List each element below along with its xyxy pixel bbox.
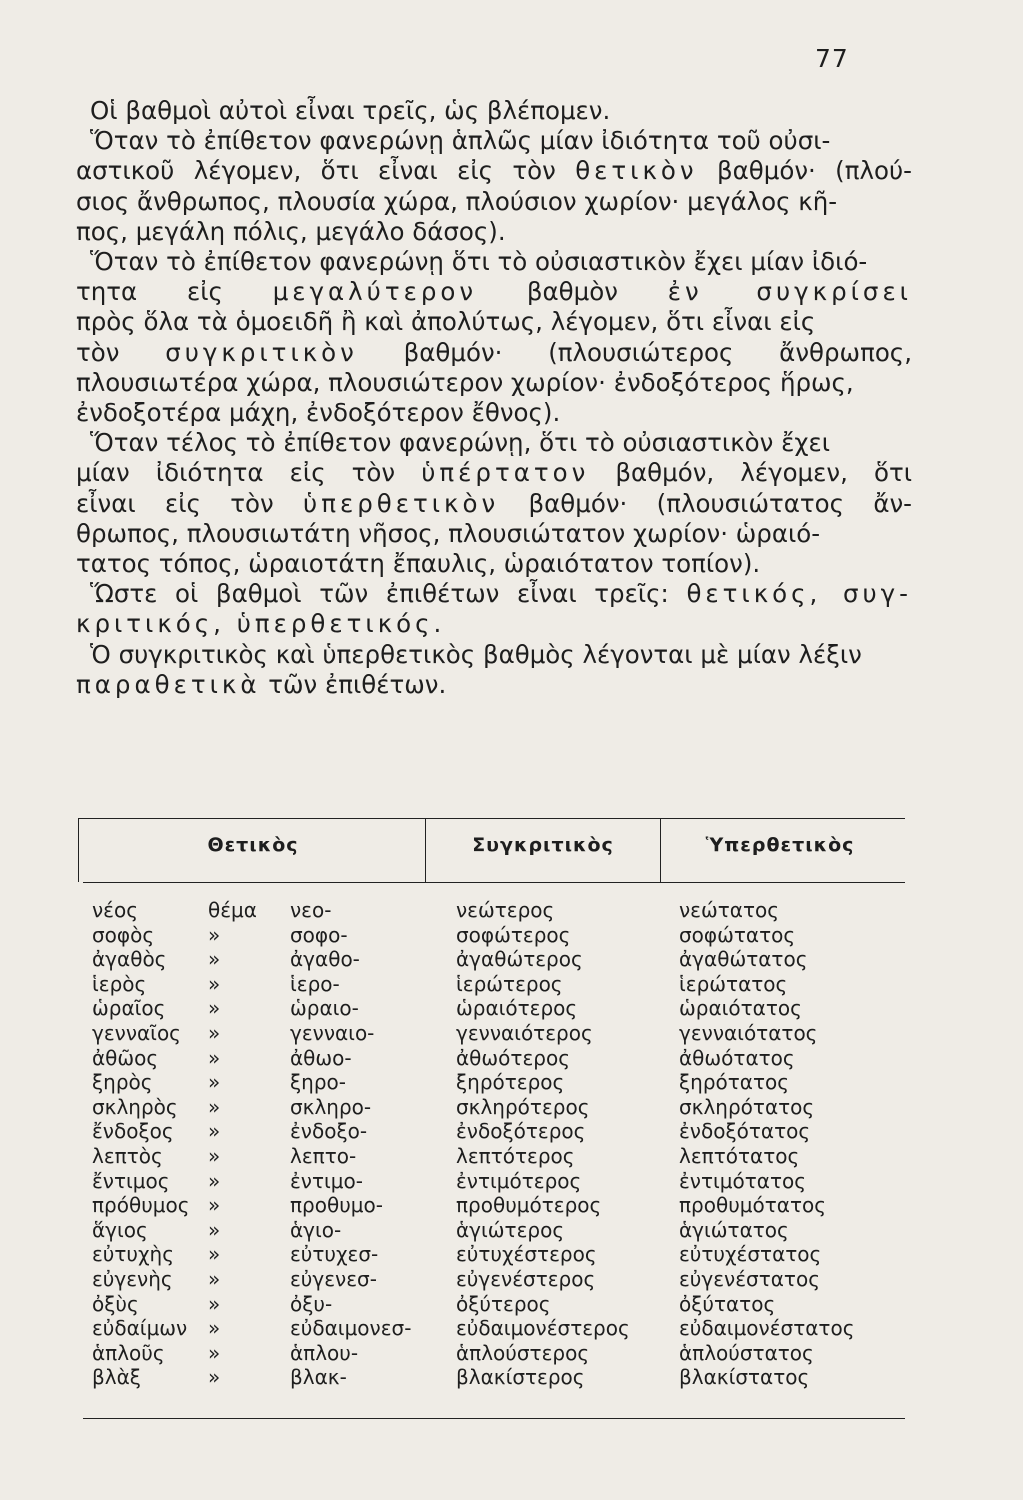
- comparative-form: ἀθωότερος: [456, 1045, 570, 1070]
- text-line: [76, 458, 912, 488]
- text-line: [76, 489, 912, 519]
- text-segment: βαθμόν, λέγομεν, ὅτι: [615, 458, 912, 488]
- text-segment: βαθμόν· (πλουσιώτατος ἄν-: [528, 488, 912, 518]
- table-row: [78, 1021, 905, 1046]
- body-text: [76, 96, 912, 700]
- stem-marker: »: [208, 1340, 221, 1365]
- table-rule: [78, 818, 905, 819]
- positive-form: εὐγενὴς: [92, 1266, 173, 1291]
- table-divider: [425, 818, 426, 882]
- stem-marker: »: [208, 1119, 221, 1144]
- comparative-form: λεπτότερος: [456, 1143, 575, 1168]
- stem-marker: »: [208, 1365, 221, 1390]
- term-greater: μεγαλύτερον: [272, 277, 478, 307]
- table-row: [78, 1242, 905, 1267]
- superlative-form: ἐνδοξότατος: [679, 1119, 811, 1144]
- comparative-form: ξηρότερος: [456, 1070, 565, 1095]
- text-segment: βαθμόν· (πλουσιώτερος ἄνθρωπος,: [403, 337, 912, 367]
- stem: βλακ-: [290, 1365, 347, 1390]
- superlative-form: ἱερώτατος: [679, 971, 788, 996]
- positive-form: σκληρὸς: [92, 1094, 178, 1119]
- superlative-form: ἁπλούστατος: [679, 1340, 814, 1365]
- table-row: [78, 1267, 905, 1292]
- comparative-form: εὐτυχέστερος: [456, 1242, 597, 1267]
- header-positive: Θετικὸς: [207, 834, 299, 856]
- term-comparatives: παραθετικὰ: [76, 669, 261, 699]
- text-line: [76, 579, 912, 609]
- superlative-form: σκληρότατος: [679, 1094, 815, 1119]
- comparative-form: ἁπλούστερος: [456, 1340, 590, 1365]
- table-rule: [83, 1418, 905, 1419]
- table-row: [78, 996, 905, 1021]
- table-row: [78, 1144, 905, 1169]
- stem: ἐνδοξο-: [290, 1119, 368, 1144]
- table-row: [78, 1095, 905, 1120]
- text-segment: βαθμόν· (πλού-: [716, 156, 912, 186]
- text-segment: Ὥστε οἱ βαθμοὶ τῶν ἐπιθέτων εἶναι τρεῖς:: [90, 579, 669, 609]
- stem: εὐδαιμονεσ-: [290, 1316, 412, 1341]
- text-segment: μίαν ἰδιότητα εἰς τὸν: [76, 458, 396, 488]
- text-line: πλουσιωτέρα χώρα, πλουσιώτερον χωρίον· ἐνδοξότερος ἥρως,: [76, 367, 854, 397]
- positive-form: ἀθῶος: [92, 1045, 159, 1070]
- positive-form: ξηρὸς: [92, 1070, 153, 1095]
- positive-form: γενναῖος: [92, 1020, 181, 1045]
- superlative-form: εὐγενέστατος: [679, 1266, 820, 1291]
- text-line: [76, 156, 912, 186]
- superlative-form: λεπτότατος: [679, 1143, 800, 1168]
- text-line: [76, 277, 912, 307]
- stem: προθυμο-: [290, 1193, 383, 1218]
- superlative-form: ξηρότατος: [679, 1070, 789, 1095]
- stem-marker: »: [208, 1045, 221, 1070]
- comparative-form: σοφώτερος: [456, 922, 571, 947]
- stem-marker: »: [208, 1242, 221, 1267]
- positive-form: νέος: [92, 898, 138, 922]
- stem: ἁγιο-: [290, 1217, 342, 1242]
- stem-marker: »: [208, 996, 221, 1021]
- positive-form: εὐτυχὴς: [92, 1242, 174, 1267]
- table-row: [78, 1046, 905, 1071]
- term-comparative: συγκριτικὸν: [165, 337, 358, 367]
- table-row: [78, 1316, 905, 1341]
- text-line: πρὸς ὅλα τὰ ὁμοειδῆ ἢ καὶ ἀπολύτως, λέγομεν, ὅτι εἶναι εἰς: [76, 307, 816, 337]
- degrees-table: [78, 818, 905, 1430]
- positive-form: ἔνδοξος: [92, 1119, 174, 1144]
- table-row: [78, 1365, 905, 1390]
- comparative-form: ἁγιώτερος: [456, 1217, 565, 1242]
- stem-marker: »: [208, 971, 221, 996]
- text-line: Ὁ συγκριτικὸς καὶ ὑπερθετικὸς βαθμὸς λέγονται μὲ μίαν λέξιν: [90, 639, 862, 669]
- stem: γενναιο-: [290, 1020, 375, 1045]
- stem: ὡραιο-: [290, 996, 359, 1021]
- positive-form: εὐδαίμων: [92, 1316, 188, 1341]
- text-segment: τῶν ἐπιθέτων.: [268, 669, 447, 699]
- positive-form: βλὰξ: [92, 1365, 141, 1390]
- stem: ἀθωο-: [290, 1045, 352, 1070]
- table-row: [78, 1070, 905, 1095]
- text-line: κριτικός, ὑπερθετικός.: [76, 609, 446, 639]
- positive-form: λεπτὸς: [92, 1143, 163, 1168]
- stem: εὐγενεσ-: [290, 1266, 377, 1291]
- stem-marker: θέμα: [208, 898, 257, 922]
- comparative-form: ἐντιμότερος: [456, 1168, 582, 1193]
- superlative-form: ἀγαθώτατος: [679, 947, 808, 972]
- comparative-form: ὀξύτερος: [456, 1291, 551, 1316]
- comparative-form: γενναιότερος: [456, 1020, 593, 1045]
- superlative-form: γενναιότατος: [679, 1020, 818, 1045]
- stem: ἱερο-: [290, 971, 340, 996]
- positive-form: ἀγαθὸς: [92, 947, 167, 972]
- superlative-form: εὐτυχέστατος: [679, 1242, 822, 1267]
- positive-form: ἅγιος: [92, 1217, 148, 1242]
- text-line: θρωπος, πλουσιωτάτη νῆσος, πλουσιώτατον χωρίον· ὡραιό-: [76, 518, 821, 548]
- comparative-form: ἐνδοξότερος: [456, 1119, 586, 1144]
- comparative-form: ὡραιότερος: [456, 996, 578, 1021]
- stem: εὐτυχεσ-: [290, 1242, 379, 1267]
- text-segment: εἶναι εἰς τὸν: [76, 488, 274, 518]
- table-row: [78, 1292, 905, 1317]
- stem: νεο-: [290, 898, 332, 922]
- superlative-form: ἀθωότατος: [679, 1045, 795, 1070]
- table-divider: [78, 818, 79, 882]
- positive-form: ὀξὺς: [92, 1291, 139, 1316]
- stem-marker: »: [208, 1193, 221, 1218]
- superlative-form: προθυμότατος: [679, 1193, 826, 1218]
- stem-marker: »: [208, 922, 221, 947]
- table-row: [78, 1218, 905, 1243]
- positive-form: σοφὸς: [92, 922, 155, 947]
- comparative-form: βλακίστερος: [456, 1365, 585, 1390]
- positive-form: ἱερὸς: [92, 971, 147, 996]
- text-segment: τὸν: [76, 337, 120, 367]
- stem-marker: »: [208, 1094, 221, 1119]
- stem: ἐντιμο-: [290, 1168, 363, 1193]
- text-segment: τητα εἰς: [76, 277, 223, 307]
- comparative-form: προθυμότερος: [456, 1193, 602, 1218]
- table-row: [78, 972, 905, 997]
- positive-form: ἔντιμος: [92, 1168, 170, 1193]
- comparative-form: νεώτερος: [456, 898, 555, 922]
- positive-form: ἁπλοῦς: [92, 1340, 165, 1365]
- term-highest: ὑπέρτατον: [421, 458, 590, 488]
- stem: ξηρο-: [290, 1070, 346, 1095]
- stem-marker: »: [208, 1316, 221, 1341]
- table-rule: [83, 882, 905, 883]
- stem: σκληρο-: [290, 1094, 372, 1119]
- superlative-form: ὀξύτατος: [679, 1291, 776, 1316]
- text-line: Ὅταν τὸ ἐπίθετον φανερώνῃ ὅτι τὸ οὐσιαστικὸν ἔχει μίαν ἰδιό-: [90, 247, 868, 276]
- positive-form: πρόθυμος: [92, 1193, 190, 1218]
- stem-marker: »: [208, 1143, 221, 1168]
- stem-marker: »: [208, 1217, 221, 1242]
- text-segment: αστικοῦ λέγομεν, ὅτι εἶναι εἰς τὸν: [76, 156, 556, 186]
- stem-marker: »: [208, 1070, 221, 1095]
- table-row: [78, 1119, 905, 1144]
- term-in-comparison: ἐν συγκρίσει: [667, 277, 912, 307]
- text-line: τατος τόπος, ὡραιοτάτη ἔπαυλις, ὡραιότατον τοπίον).: [76, 548, 761, 578]
- superlative-form: εὐδαιμονέστατος: [679, 1316, 855, 1341]
- text-line: Ὅταν τέλος τὸ ἐπίθετον φανερώνῃ, ὅτι τὸ οὐσιαστικὸν ἔχει: [90, 428, 831, 458]
- table-row: [78, 1341, 905, 1366]
- stem: λεπτο-: [290, 1143, 357, 1168]
- positive-form: ὡραῖος: [92, 996, 166, 1021]
- text-line: ἐνδοξοτέρα μάχη, ἐνδοξότερον ἔθνος).: [76, 397, 561, 427]
- comparative-form: ἱερώτερος: [456, 971, 563, 996]
- table-row: [78, 898, 905, 923]
- text-line: [76, 670, 912, 700]
- text-line: [76, 338, 912, 368]
- superlative-form: ἐντιμότατος: [679, 1168, 806, 1193]
- term-degrees-list: θετικός, συγ-: [686, 579, 912, 609]
- stem: ὀξυ-: [290, 1291, 333, 1316]
- table-divider: [660, 818, 661, 882]
- stem: ἀγαθο-: [290, 947, 360, 972]
- text-line: πος, μεγάλη πόλις, μεγάλο δάσος).: [76, 216, 506, 246]
- table-row: [78, 947, 905, 972]
- comparative-form: εὐδαιμονέστερος: [456, 1316, 630, 1341]
- superlative-form: βλακίστατος: [679, 1365, 810, 1390]
- superlative-form: ὡραιότατος: [679, 996, 802, 1021]
- superlative-form: ἁγιώτατος: [679, 1217, 789, 1242]
- header-superlative: Ὑπερθετικὸς: [705, 834, 855, 856]
- stem-marker: »: [208, 1266, 221, 1291]
- stem: ἁπλου-: [290, 1340, 359, 1365]
- header-comparative: Συγκριτικὸς: [472, 834, 614, 856]
- superlative-form: σοφώτατος: [679, 922, 796, 947]
- stem-marker: »: [208, 1168, 221, 1193]
- comparative-form: εὐγενέστερος: [456, 1266, 596, 1291]
- table-body: [78, 898, 905, 1390]
- comparative-form: ἀγαθώτερος: [456, 947, 583, 972]
- table-row: [78, 923, 905, 948]
- superlative-form: νεώτατος: [679, 898, 779, 922]
- table-row: [78, 1193, 905, 1218]
- comparative-form: σκληρότερος: [456, 1094, 590, 1119]
- text-line: Ὅταν τὸ ἐπίθετον φανερώνῃ ἁπλῶς μίαν ἰδιότητα τοῦ οὐσι-: [90, 126, 831, 156]
- term-positive: θετικὸν: [575, 156, 698, 186]
- table-row: [78, 1169, 905, 1194]
- text-line: σιος ἄνθρωπος, πλουσία χώρα, πλούσιον χωρίον· μεγάλος κῆ-: [76, 186, 838, 216]
- page-number: 77: [815, 44, 849, 73]
- stem-marker: »: [208, 947, 221, 972]
- text-line: Οἱ βαθμοὶ αὐτοὶ εἶναι τρεῖς, ὡς βλέπομεν.: [90, 96, 611, 125]
- text-segment: βαθμὸν: [526, 277, 618, 307]
- term-superlative: ὑπερθετικὸν: [303, 488, 500, 518]
- stem-marker: »: [208, 1020, 221, 1045]
- stem-marker: »: [208, 1291, 221, 1316]
- stem: σοφο-: [290, 922, 348, 947]
